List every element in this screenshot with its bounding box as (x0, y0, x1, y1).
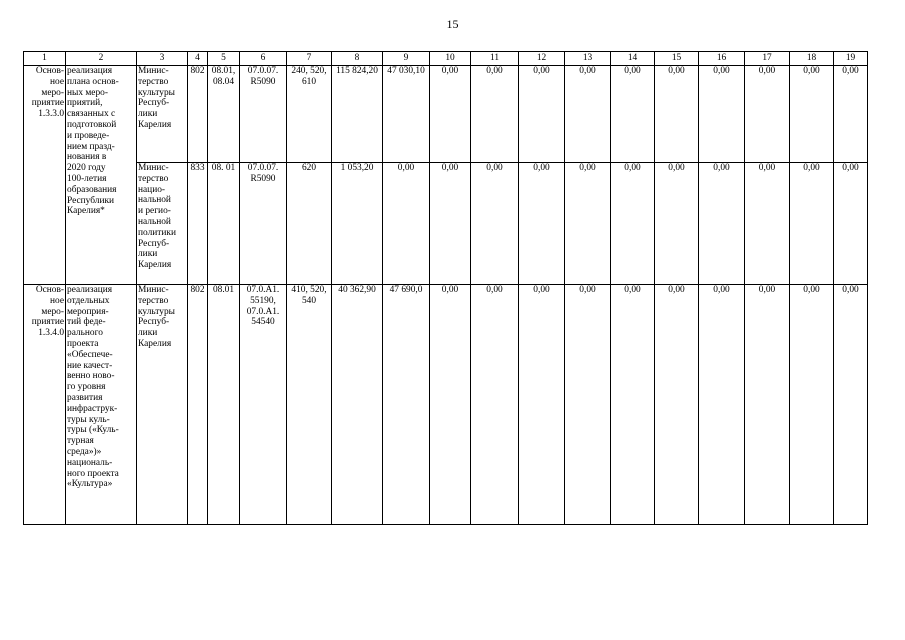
page-number: 15 (446, 17, 459, 31)
table-body (24, 66, 868, 525)
value-cell: 0,00 (790, 285, 834, 525)
value-cell: 0,00 (611, 285, 655, 525)
value-cell: 0,00 (699, 163, 745, 285)
description-cell: реализация плана основ- ных меро- приятий, связанных с подготовкой и проведе- нием празд- нования в 2020 году 100-летия образования Республики Карелия* (66, 66, 137, 285)
table-row (24, 66, 868, 163)
header-cell-18: 18 (790, 52, 834, 66)
value-cell: 40 362,90 (332, 285, 383, 525)
header-cell-19: 19 (834, 52, 868, 66)
header-cell-14: 14 (611, 52, 655, 66)
activity-cell: Основ- ное меро- приятие 1.3.3.0 (24, 66, 66, 285)
executor-cell: Минис- терство нацио- нальной и регио- нальной политики Респуб- лики Карелия (137, 163, 188, 285)
csr-cell: 07.0.A1. 55190, 07.0.A1. 54540 (240, 285, 287, 525)
rzpr-cell: 08.01, 08.04 (208, 66, 240, 163)
value-cell: 0,00 (565, 163, 611, 285)
header-cell-8: 8 (332, 52, 383, 66)
header-cell-10: 10 (430, 52, 471, 66)
value-cell: 0,00 (699, 66, 745, 163)
value-cell: 0,00 (790, 66, 834, 163)
value-cell: 0,00 (655, 285, 699, 525)
value-cell: 0,00 (790, 163, 834, 285)
header-cell-2: 2 (66, 52, 137, 66)
header-cell-11: 11 (471, 52, 519, 66)
header-cell-16: 16 (699, 52, 745, 66)
executor-cell: Минис- терство культуры Респуб- лики Карелия (137, 66, 188, 163)
header-cell-15: 15 (655, 52, 699, 66)
value-cell: 0,00 (383, 163, 430, 285)
value-cell: 0,00 (519, 66, 565, 163)
value-cell: 0,00 (745, 66, 790, 163)
value-cell: 0,00 (519, 163, 565, 285)
header-cell-17: 17 (745, 52, 790, 66)
value-cell: 0,00 (565, 66, 611, 163)
header-cell-3: 3 (137, 52, 188, 66)
header-cell-5: 5 (208, 52, 240, 66)
header-cell-13: 13 (565, 52, 611, 66)
value-cell: 0,00 (471, 66, 519, 163)
value-cell: 115 824,20 (332, 66, 383, 163)
value-cell: 0,00 (655, 163, 699, 285)
table-row (24, 163, 868, 285)
value-cell: 0,00 (565, 285, 611, 525)
budget-table (23, 51, 868, 525)
grbs-cell: 802 (188, 285, 208, 525)
header-cell-9: 9 (383, 52, 430, 66)
vr-cell: 410, 520, 540 (287, 285, 332, 525)
rzpr-cell: 08.01 (208, 285, 240, 525)
value-cell: 0,00 (745, 285, 790, 525)
value-cell: 47 030,10 (383, 66, 430, 163)
value-cell: 0,00 (834, 163, 868, 285)
value-cell: 0,00 (430, 66, 471, 163)
value-cell: 0,00 (611, 66, 655, 163)
executor-cell: Минис- терство культуры Респуб- лики Карелия (137, 285, 188, 525)
csr-cell: 07.0.07. R5090 (240, 163, 287, 285)
value-cell: 0,00 (699, 285, 745, 525)
value-cell: 47 690,0 (383, 285, 430, 525)
value-cell: 0,00 (611, 163, 655, 285)
header-row (24, 52, 868, 66)
description-cell: реализация отдельных мероприя- тий феде- рального проекта «Обеспече- ние качест- венно ново- го уровня развития инфраструк- туры куль- туры («Куль- турная среда»)» националь- ного проекта «Культура» (66, 285, 137, 525)
value-cell: 1 053,20 (332, 163, 383, 285)
grbs-cell: 802 (188, 66, 208, 163)
grbs-cell: 833 (188, 163, 208, 285)
value-cell: 0,00 (430, 163, 471, 285)
value-cell: 0,00 (471, 163, 519, 285)
value-cell: 0,00 (834, 285, 868, 525)
header-cell-6: 6 (240, 52, 287, 66)
value-cell: 0,00 (834, 66, 868, 163)
activity-cell: Основ- ное меро- приятие 1.3.4.0 (24, 285, 66, 525)
vr-cell: 620 (287, 163, 332, 285)
vr-cell: 240, 520, 610 (287, 66, 332, 163)
header-cell-12: 12 (519, 52, 565, 66)
header-cell-7: 7 (287, 52, 332, 66)
value-cell: 0,00 (471, 285, 519, 525)
csr-cell: 07.0.07. R5090 (240, 66, 287, 163)
value-cell: 0,00 (655, 66, 699, 163)
value-cell: 0,00 (745, 163, 790, 285)
rzpr-cell: 08. 01 (208, 163, 240, 285)
table-row (24, 285, 868, 525)
header-cell-4: 4 (188, 52, 208, 66)
value-cell: 0,00 (430, 285, 471, 525)
header-cell-1: 1 (24, 52, 66, 66)
value-cell: 0,00 (519, 285, 565, 525)
